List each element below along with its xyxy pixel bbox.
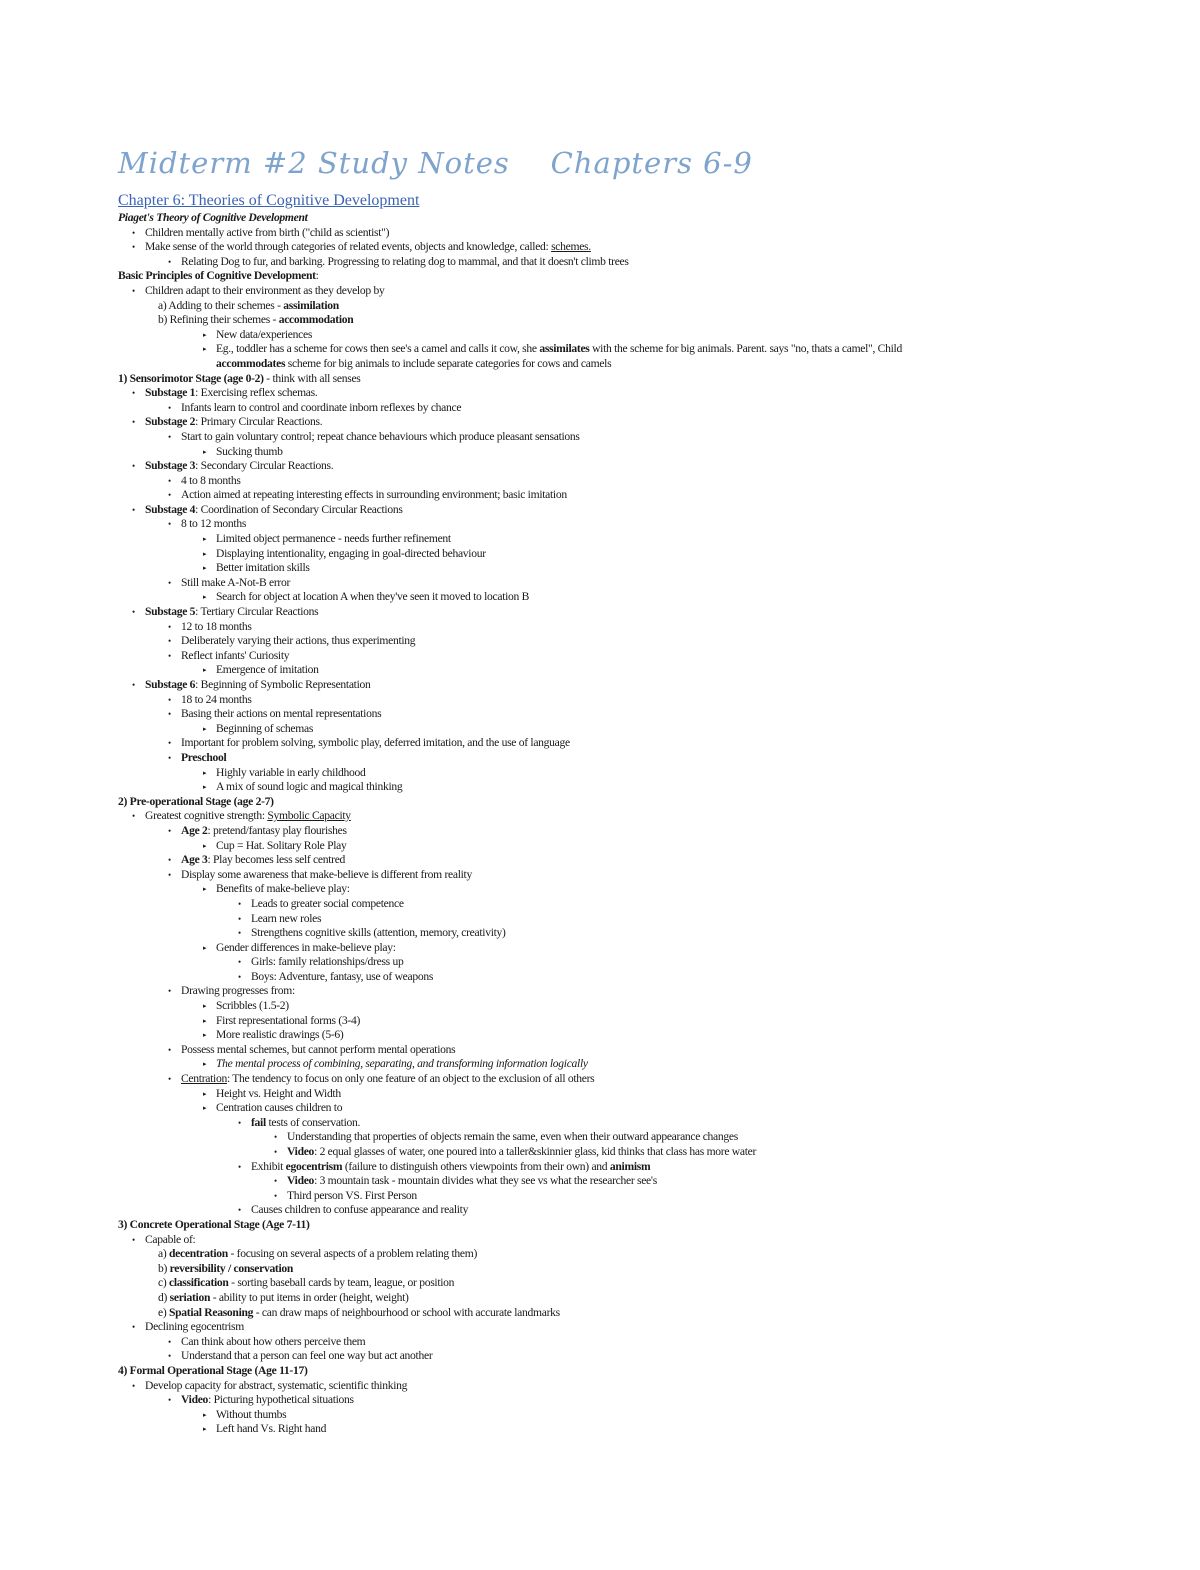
note-text: : pretend/fantasy play flourishes <box>207 823 347 837</box>
bullet-icon: • <box>132 1322 135 1333</box>
note-text: Search for object at location A when they've seen it moved to location B <box>216 590 530 604</box>
note-line <box>118 707 1108 722</box>
note-line <box>118 357 1108 372</box>
bullet-icon: • <box>132 1234 135 1245</box>
note-text: accommodates <box>216 356 286 370</box>
note-text: Video <box>287 1174 315 1188</box>
bullet-icon: • <box>132 285 135 296</box>
note-line <box>118 1320 1108 1335</box>
bullet-icon: • <box>168 519 171 530</box>
note-line <box>118 1101 1108 1116</box>
note-line <box>118 839 1108 854</box>
bullet-icon: • <box>168 636 171 647</box>
note-text: Displaying intentionality, engaging in goal-directed behaviour <box>216 546 486 560</box>
note-line <box>118 1422 1108 1437</box>
note-line <box>118 970 1108 985</box>
note-text: 2) Pre-operational Stage (age 2-7) <box>118 794 274 808</box>
note-line <box>118 1174 1108 1189</box>
note-text: d) <box>158 1290 170 1304</box>
note-line <box>118 882 1108 897</box>
note-text: 8 to 12 months <box>181 517 247 531</box>
bullet-icon: • <box>168 490 171 501</box>
triangle-bullet-icon: ▸ <box>203 943 207 952</box>
note-line <box>118 1218 1108 1233</box>
triangle-bullet-icon: ▸ <box>203 1016 207 1025</box>
chapter-heading[interactable]: Chapter 6: Theories of Cognitive Development <box>118 192 420 209</box>
note-line <box>118 459 1108 474</box>
note-text: Develop capacity for abstract, systematic, scientific thinking <box>145 1378 408 1392</box>
bullet-icon: • <box>168 577 171 588</box>
bullet-icon: • <box>132 680 135 690</box>
note-line <box>118 1057 1108 1072</box>
bullet-icon: • <box>168 1351 171 1362</box>
note-line <box>118 1087 1108 1102</box>
note-text: : 2 equal glasses of water, one poured into a taller&skinnier glass, kid thinks that class has more water <box>314 1145 757 1158</box>
note-line <box>118 1014 1108 1029</box>
bullet-icon: • <box>132 607 135 618</box>
note-line <box>118 445 1108 460</box>
note-text: Deliberately varying their actions, thus experimenting <box>181 634 416 648</box>
note-text: Centration causes children to <box>216 1101 343 1115</box>
note-text: seriation <box>169 1290 211 1304</box>
note-text: Capable of: <box>145 1232 196 1246</box>
note-text: : Exercising reflex schemas. <box>195 386 318 400</box>
note-line <box>118 590 1108 605</box>
note-line <box>118 1130 1108 1145</box>
triangle-bullet-icon: ▸ <box>203 1410 207 1419</box>
note-text: Causes children to confuse appearance and reality <box>251 1203 469 1217</box>
note-line <box>118 1203 1108 1218</box>
bullet-icon: • <box>168 738 171 749</box>
note-line <box>118 415 1108 430</box>
note-line <box>118 430 1108 445</box>
note-line <box>118 547 1108 562</box>
bullet-icon: • <box>168 1044 171 1055</box>
note-text: : Secondary Circular Reactions. <box>195 459 334 473</box>
note-line <box>118 868 1108 883</box>
triangle-bullet-icon: ▸ <box>203 564 207 573</box>
note-text: Centration <box>181 1072 227 1086</box>
note-text: Girls: family relationships/dress up <box>251 955 404 969</box>
note-text: 4) Formal Operational Stage (Age 11-17) <box>118 1363 308 1377</box>
note-text: classification <box>169 1276 229 1290</box>
note-text: First representational forms (3-4) <box>216 1013 361 1027</box>
note-text: b) Refining their schemes - <box>158 313 279 327</box>
note-line <box>118 766 1108 781</box>
note-line <box>118 634 1108 649</box>
bullet-icon: • <box>132 504 135 515</box>
note-text: Highly variable in early childhood <box>216 765 366 779</box>
note-text: Strengthens cognitive skills (attention, memory, creativity) <box>251 926 506 940</box>
bullet-icon: • <box>132 417 135 428</box>
bullet-icon: • <box>168 1395 171 1406</box>
note-text: - ability to put items in order (height, weight) <box>210 1290 409 1304</box>
note-line <box>118 576 1108 591</box>
note-text: Spatial Reasoning <box>169 1305 254 1319</box>
note-line <box>118 897 1108 912</box>
note-text: a) <box>158 1247 170 1261</box>
note-text: Emergence of imitation <box>216 663 319 677</box>
note-line <box>118 1364 1108 1379</box>
notes-outline <box>118 211 1108 1437</box>
bullet-icon: • <box>238 1117 241 1128</box>
bullet-icon: • <box>238 957 241 968</box>
note-text: Can think about how others perceive them <box>181 1334 366 1348</box>
note-text: Infants learn to control and coordinate inborn reflexes by chance <box>181 400 462 414</box>
note-text: Left hand Vs. Right hand <box>216 1422 327 1436</box>
note-text: Without thumbs <box>216 1407 287 1421</box>
note-text: c) <box>158 1276 170 1290</box>
note-line <box>118 824 1108 839</box>
note-text: Age 3 <box>181 853 208 867</box>
bullet-icon: • <box>168 825 171 836</box>
note-line <box>118 1306 1108 1321</box>
note-line <box>118 342 1108 357</box>
note-line <box>118 663 1108 678</box>
triangle-bullet-icon: ▸ <box>203 666 207 675</box>
note-line <box>118 751 1108 766</box>
note-text: Action aimed at repeating interesting effects in surrounding environment; basic imitation <box>181 488 567 502</box>
note-text: The mental process of combining, separating, and transforming information logically <box>216 1057 588 1071</box>
note-text: Preschool <box>181 750 227 764</box>
note-line <box>118 722 1108 737</box>
note-text: - sorting baseball cards by team, league, or position <box>228 1276 455 1290</box>
note-line <box>118 809 1108 824</box>
triangle-bullet-icon: ▸ <box>203 1425 207 1434</box>
triangle-bullet-icon: ▸ <box>203 535 207 544</box>
note-line <box>118 1262 1108 1277</box>
note-text: : Primary Circular Reactions. <box>195 415 323 429</box>
bullet-icon: • <box>238 971 241 982</box>
note-line <box>118 372 1108 387</box>
note-text: Benefits of make-believe play: <box>216 882 350 896</box>
note-text: A mix of sound logic and magical thinking <box>216 780 403 794</box>
note-text: Symbolic Capacity <box>267 809 351 823</box>
bullet-icon: • <box>132 461 135 472</box>
note-text: Start to gain voluntary control; repeat chance behaviours which produce pleasant sensations <box>181 429 580 443</box>
bullet-icon: • <box>238 898 241 909</box>
note-text: Beginning of schemas <box>216 721 314 735</box>
triangle-bullet-icon: ▸ <box>203 724 207 733</box>
note-line <box>118 226 1108 241</box>
note-line <box>118 693 1108 708</box>
triangle-bullet-icon: ▸ <box>203 1060 207 1069</box>
note-line <box>118 386 1108 401</box>
note-text: animism <box>609 1159 651 1173</box>
note-text: tests of conservation. <box>265 1115 361 1129</box>
bullet-icon: • <box>168 650 171 661</box>
note-line <box>118 1291 1108 1306</box>
bullet-icon: • <box>168 256 171 267</box>
note-text: : The tendency to focus on only one feature of an object to the exclusion of all others <box>226 1072 595 1086</box>
note-line <box>118 605 1108 620</box>
note-text: Learn new roles <box>251 911 322 925</box>
note-text: Understand that a person can feel one way but act another <box>181 1349 433 1363</box>
note-line <box>118 984 1108 999</box>
note-text: Substage 2 <box>145 415 196 429</box>
note-line <box>118 561 1108 576</box>
bullet-icon: • <box>238 1161 241 1172</box>
note-line <box>118 780 1108 795</box>
note-line <box>118 488 1108 503</box>
note-line <box>118 328 1108 343</box>
note-line <box>118 795 1108 810</box>
triangle-bullet-icon: ▸ <box>203 783 207 792</box>
bullet-icon: • <box>274 1132 277 1143</box>
note-text: Third person VS. First Person <box>287 1188 417 1202</box>
note-line <box>118 620 1108 635</box>
triangle-bullet-icon: ▸ <box>203 1089 207 1098</box>
note-text: Gender differences in make-believe play: <box>216 940 396 954</box>
note-line <box>118 678 1108 693</box>
note-text: Children adapt to their environment as they develop by <box>145 283 385 297</box>
bullet-icon: • <box>132 811 135 822</box>
note-line <box>118 1043 1108 1058</box>
note-line <box>118 240 1108 255</box>
note-line <box>118 1189 1108 1204</box>
note-text: Make sense of the world through categories of related events, objects and knowledge, called: <box>145 240 552 254</box>
note-text: : Play becomes less self centred <box>207 853 346 867</box>
triangle-bullet-icon: ▸ <box>203 549 207 558</box>
note-text: schemes. <box>551 240 591 254</box>
bullet-icon: • <box>168 986 171 997</box>
note-line <box>118 401 1108 416</box>
note-text: fail <box>251 1115 266 1129</box>
note-text: Eg., toddler has a scheme for cows then see's a camel and calls it cow, she <box>216 342 540 356</box>
note-text: : Tertiary Circular Reactions <box>195 605 319 619</box>
note-text: More realistic drawings (5-6) <box>216 1028 344 1042</box>
note-line <box>118 1393 1108 1408</box>
note-text: Substage 1 <box>145 386 196 400</box>
note-text: egocentrism <box>285 1159 343 1173</box>
triangle-bullet-icon: ▸ <box>203 1104 207 1113</box>
note-text: Reflect infants' Curiosity <box>181 648 290 662</box>
note-line <box>118 503 1108 518</box>
note-text: Substage 6 <box>145 678 196 691</box>
bullet-icon: • <box>238 928 241 939</box>
note-text: - focusing on several aspects of a problem relating them) <box>227 1247 478 1261</box>
bullet-icon: • <box>274 1147 277 1157</box>
note-text: Video <box>287 1145 315 1158</box>
note-line <box>118 269 1108 284</box>
note-text: Possess mental schemes, but cannot perform mental operations <box>181 1042 456 1056</box>
triangle-bullet-icon: ▸ <box>203 330 207 339</box>
note-text: accommodation <box>278 313 354 327</box>
note-text: Greatest cognitive strength: <box>145 809 268 823</box>
note-line <box>118 1116 1108 1131</box>
note-text: : Picturing hypothetical situations <box>208 1393 354 1407</box>
note-line <box>118 926 1108 941</box>
note-line <box>118 941 1108 956</box>
triangle-bullet-icon: ▸ <box>203 768 207 777</box>
note-text: Sucking thumb <box>216 444 283 458</box>
note-text: Video <box>181 1393 209 1407</box>
note-line <box>118 1072 1108 1087</box>
note-text: New data/experiences <box>216 327 313 341</box>
note-text: 3) Concrete Operational Stage (Age 7-11) <box>118 1217 310 1231</box>
bullet-icon: • <box>132 1380 135 1391</box>
note-line <box>118 649 1108 664</box>
bullet-icon: • <box>168 752 171 763</box>
bullet-icon: • <box>274 1190 277 1201</box>
note-text: 1) Sensorimotor Stage (age 0-2) <box>118 371 264 385</box>
bullet-icon: • <box>168 431 171 442</box>
triangle-bullet-icon: ▸ <box>203 345 207 354</box>
note-line <box>118 1335 1108 1350</box>
note-text: Leads to greater social competence <box>251 896 404 910</box>
note-text: Understanding that properties of objects remain the same, even when their outward appearance changes <box>287 1130 738 1144</box>
note-line <box>118 1247 1108 1262</box>
note-text: Basing their actions on mental representations <box>181 707 382 721</box>
note-line <box>118 912 1108 927</box>
note-line <box>118 211 1108 226</box>
note-text: Boys: Adventure, fantasy, use of weapons <box>251 969 434 983</box>
note-line <box>118 999 1108 1014</box>
note-text: a) Adding to their schemes - <box>158 298 284 312</box>
bullet-icon: • <box>168 709 171 720</box>
note-text: decentration <box>169 1247 228 1261</box>
note-line <box>118 474 1108 489</box>
triangle-bullet-icon: ▸ <box>203 447 207 456</box>
triangle-bullet-icon: ▸ <box>203 593 207 602</box>
note-line <box>118 1349 1108 1364</box>
note-text: (failure to distinguish others viewpoints from their own) and <box>342 1159 610 1173</box>
document-page <box>118 145 1108 1437</box>
note-text: Better imitation skills <box>216 561 310 575</box>
note-text: : 3 mountain task - mountain divides what they see vs what the researcher see's <box>314 1174 657 1188</box>
note-line <box>118 1379 1108 1394</box>
note-text: 4 to 8 months <box>181 473 241 487</box>
note-line <box>118 313 1108 328</box>
note-text: Cup = Hat. Solitary Role Play <box>216 838 347 852</box>
bullet-icon: • <box>168 621 171 632</box>
note-line <box>118 736 1108 751</box>
note-line <box>118 1028 1108 1043</box>
note-line <box>118 1233 1108 1248</box>
note-line <box>118 255 1108 270</box>
bullet-icon: • <box>132 227 135 238</box>
note-text: Still make A-Not-B error <box>181 575 291 589</box>
note-line <box>118 1145 1108 1160</box>
bullet-icon: • <box>168 1074 171 1085</box>
note-text: : <box>315 269 319 283</box>
note-text: assimilation <box>283 298 339 312</box>
note-text: scheme for big animals to include separate categories for cows and camels <box>285 356 612 370</box>
note-text: b) <box>158 1261 170 1275</box>
bullet-icon: • <box>168 855 171 866</box>
note-text: - can draw maps of neighbourhood or school with accurate landmarks <box>253 1305 560 1319</box>
bullet-icon: • <box>132 388 135 399</box>
triangle-bullet-icon: ▸ <box>203 1002 207 1011</box>
bullet-icon: • <box>238 1205 241 1216</box>
bullet-icon: • <box>274 1176 277 1187</box>
note-line <box>118 299 1108 314</box>
note-line <box>118 1160 1108 1175</box>
note-text: reversibility / conservation <box>169 1261 294 1275</box>
note-text: Substage 4 <box>145 502 196 516</box>
triangle-bullet-icon: ▸ <box>203 1031 207 1040</box>
note-text: 12 to 18 months <box>181 619 252 633</box>
bullet-icon: • <box>168 1336 171 1347</box>
note-text: Important for problem solving, symbolic play, deferred imitation, and the use of language <box>181 736 570 750</box>
note-text: Substage 5 <box>145 605 196 619</box>
note-text: e) <box>158 1305 170 1319</box>
note-text: Drawing progresses from: <box>181 984 295 998</box>
note-text: 18 to 24 months <box>181 692 252 706</box>
note-line <box>118 853 1108 868</box>
note-text: Age 2 <box>181 823 208 837</box>
note-text: : Beginning of Symbolic Representation <box>195 678 371 691</box>
note-text: assimilates <box>539 342 590 356</box>
note-text: Limited object permanence - needs further refinement <box>216 532 451 546</box>
note-line <box>118 284 1108 299</box>
bullet-icon: • <box>238 913 241 924</box>
note-text: Exhibit <box>251 1159 286 1173</box>
note-text: Children mentally active from birth ("child as scientist") <box>145 225 390 239</box>
note-text: Substage 3 <box>145 459 196 473</box>
note-line <box>118 517 1108 532</box>
bullet-icon: • <box>168 402 171 413</box>
note-text: with the scheme for big animals. Parent. says "no, thats a camel", Child <box>589 342 902 356</box>
bullet-icon: • <box>168 869 171 880</box>
note-text: - think with all senses <box>263 371 361 385</box>
note-text: Scribbles (1.5-2) <box>216 999 289 1013</box>
note-text: Declining egocentrism <box>145 1320 244 1334</box>
note-text: : Coordination of Secondary Circular Reactions <box>195 502 403 516</box>
triangle-bullet-icon: ▸ <box>203 841 207 850</box>
note-text: Display some awareness that make-believe is different from reality <box>181 867 472 881</box>
note-text: Relating Dog to fur, and barking. Progressing to relating dog to mammal, and that it doesn't climb trees <box>181 254 629 268</box>
bullet-icon: • <box>132 242 135 253</box>
note-text: Piaget's Theory of Cognitive Development <box>118 211 308 224</box>
note-text: Basic Principles of Cognitive Development <box>118 269 316 283</box>
note-line <box>118 1408 1108 1423</box>
bullet-icon: • <box>168 694 171 705</box>
note-line <box>118 955 1108 970</box>
bullet-icon: • <box>168 475 171 486</box>
note-line <box>118 1276 1108 1291</box>
note-line <box>118 532 1108 547</box>
note-text: Height vs. Height and Width <box>216 1086 341 1100</box>
page-title: Midterm #2 Study Notes Chapters 6-9 <box>118 146 753 180</box>
triangle-bullet-icon: ▸ <box>203 885 207 894</box>
